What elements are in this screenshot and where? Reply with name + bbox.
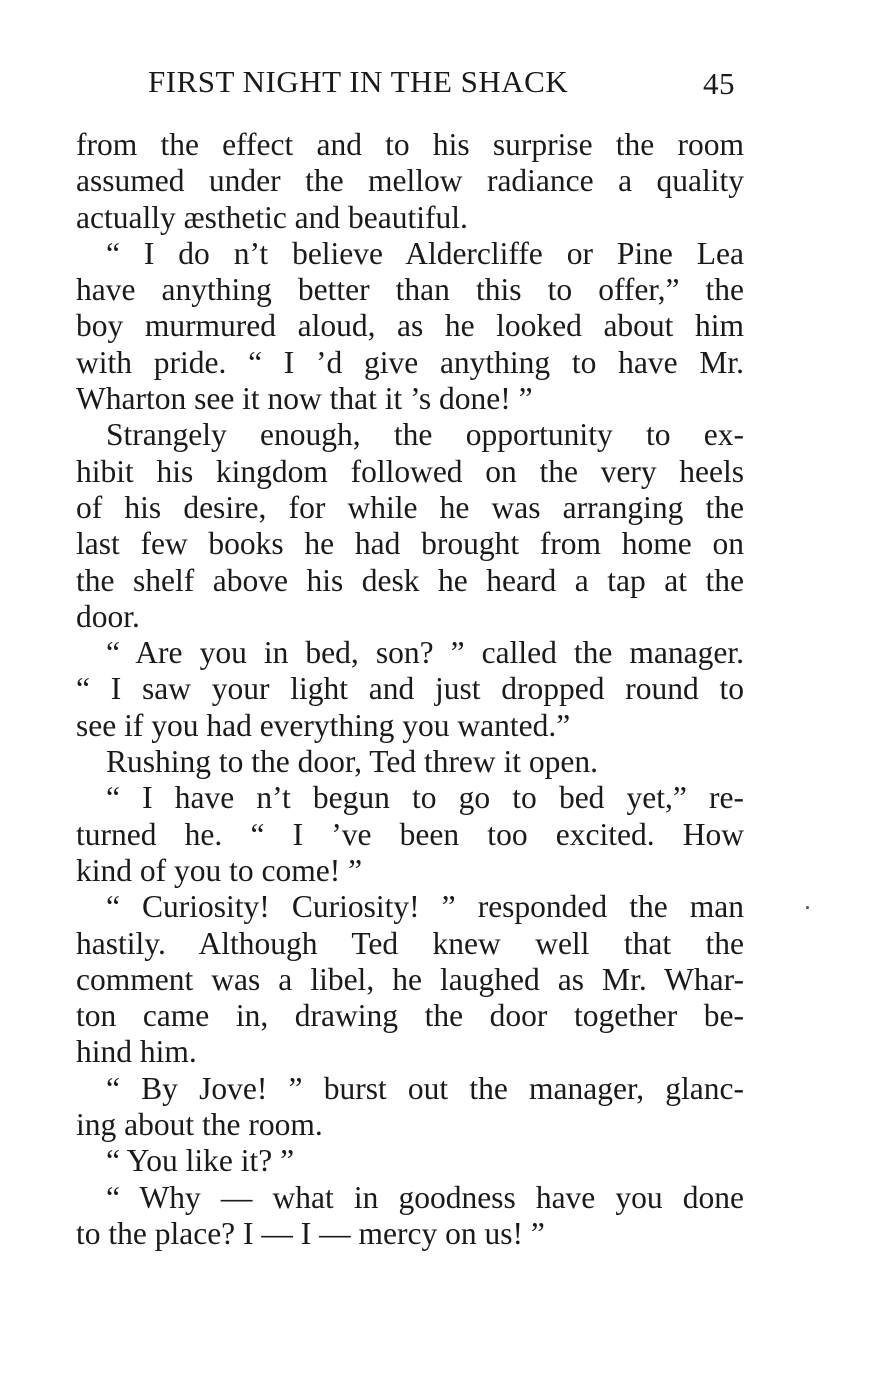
text-line: assumed under the mellow radiance a quality <box>76 163 744 199</box>
text-line: hastily. Although Ted knew well that the <box>76 925 744 961</box>
text-line: “ You like it? ” <box>106 1143 295 1179</box>
chapter-title: FIRST NIGHT IN THE SHACK <box>148 64 569 99</box>
text-line: “ Are you in bed, son? ” called the manager. <box>106 635 744 671</box>
text-line: turned he. “ I ’ve been too excited. How <box>76 816 744 852</box>
running-head <box>148 64 748 104</box>
text-line: Wharton see it now that it ’s done! ” <box>76 381 533 417</box>
text-line: last few books he had brought from home on <box>76 526 744 562</box>
text-line: see if you had everything you wanted.” <box>76 707 571 743</box>
text-line: “ Why — what in goodness have you done <box>106 1179 744 1215</box>
text-line: “ By Jove! ” burst out the manager, glanc- <box>106 1070 744 1106</box>
text-line: with pride. “ I ’d give anything to have Mr. <box>76 344 744 380</box>
print-speck <box>806 906 809 909</box>
text-line: ton came in, drawing the door together be- <box>76 998 744 1034</box>
text-line: comment was a libel, he laughed as Mr. Whar- <box>76 961 744 997</box>
text-line: hibit his kingdom followed on the very heels <box>76 453 744 489</box>
text-line: Rushing to the door, Ted threw it open. <box>106 744 599 780</box>
text-line: of his desire, for while he was arranging the <box>76 489 744 525</box>
text-line: to the place? I — I — mercy on us! ” <box>76 1215 545 1251</box>
text-line: actually æsthetic and beautiful. <box>76 199 468 235</box>
text-line: “ I do n’t believe Aldercliffe or Pine Lea <box>106 235 744 271</box>
text-line: Strangely enough, the opportunity to ex- <box>106 417 744 453</box>
text-line: have anything better than this to offer,” the <box>76 272 744 308</box>
text-line: “ I saw your light and just dropped round to <box>76 671 744 707</box>
text-line: door. <box>76 598 140 634</box>
text-line: kind of you to come! ” <box>76 852 363 888</box>
text-line: boy murmured aloud, as he looked about him <box>76 308 744 344</box>
text-line: hind him. <box>76 1034 197 1070</box>
text-line: from the effect and to his surprise the room <box>76 127 744 162</box>
page-number: 45 <box>703 66 735 101</box>
text-line: “ I have n’t begun to go to bed yet,” re- <box>106 780 744 816</box>
text-line: “ Curiosity! Curiosity! ” responded the man <box>106 889 744 925</box>
body-text <box>76 127 744 1252</box>
text-line: the shelf above his desk he heard a tap at the <box>76 562 744 598</box>
text-line: ing about the room. <box>76 1107 323 1143</box>
